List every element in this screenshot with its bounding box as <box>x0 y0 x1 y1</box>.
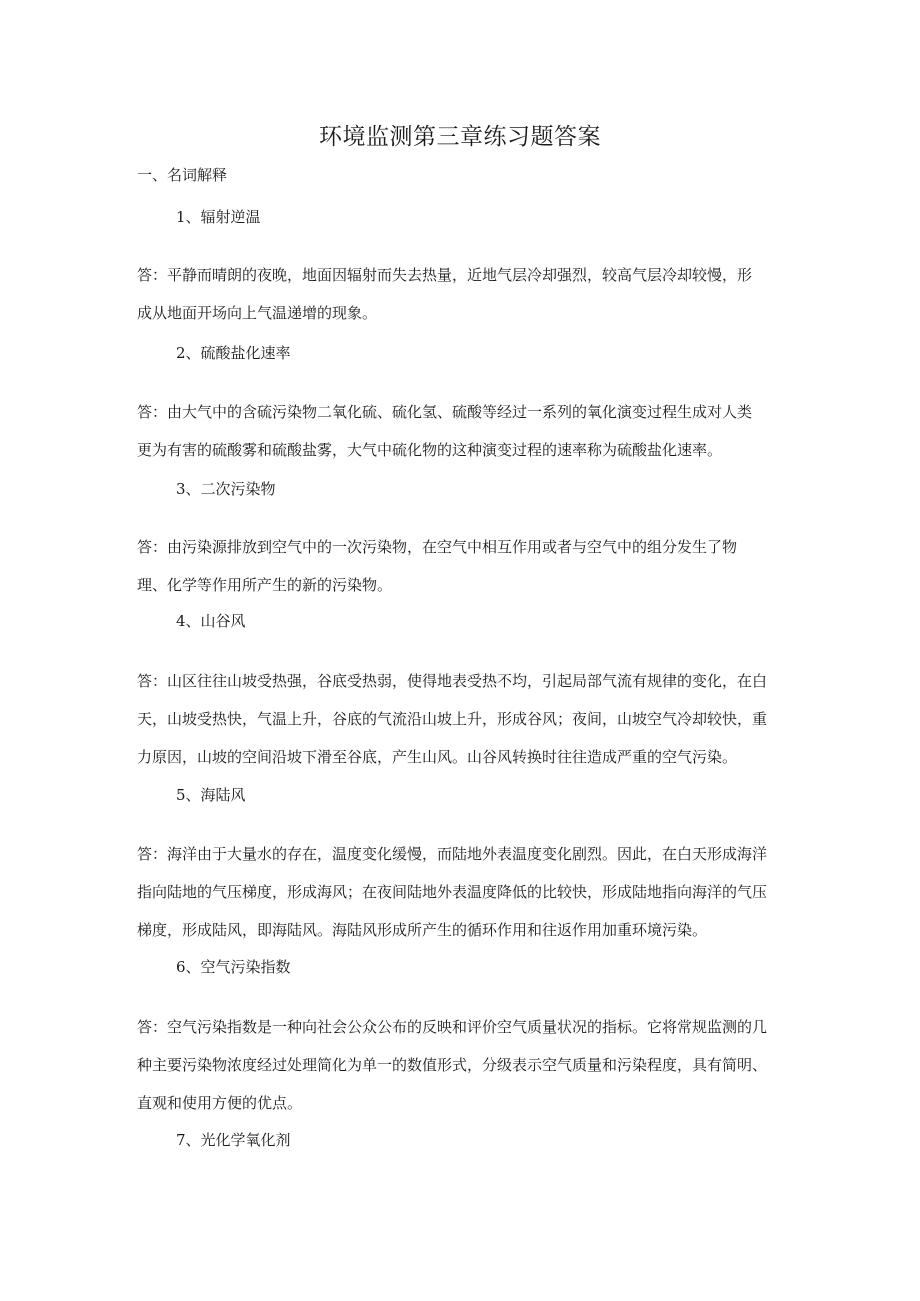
term-6-answer <box>137 1008 797 1122</box>
term-1-answer <box>137 256 797 332</box>
term-5-label: 5、海陆风 <box>176 786 246 804</box>
term-3-label: 3、二次污染物 <box>176 480 276 498</box>
answer-line: 理、化学等作用所产生的新的污染物。 <box>137 576 393 594</box>
term-2-answer <box>137 393 797 469</box>
answer-line: 答：海洋由于大量水的存在，温度变化缓慢，而陆地外表温度变化剧烈。因此，在白天形成海洋 <box>137 845 768 863</box>
answer-line: 梯度，形成陆风，即海陆风。海陆风形成所产生的循环作用和往返作用加重环境污染。 <box>137 921 708 939</box>
section-heading: 一、名词解释 <box>137 166 228 184</box>
answer-line: 力原因，山坡的空间沿坡下滑至谷底，产生山风。山谷风转换时往往造成严重的空气污染。 <box>137 748 738 766</box>
term-7-label: 7、光化学氧化剂 <box>176 1131 291 1149</box>
answer-line: 答：空气污染指数是一种向社会公众公布的反映和评价空气质量状况的指标。它将常规监测的几 <box>137 1018 768 1036</box>
answer-line: 成从地面开场向上气温递增的现象。 <box>137 304 378 322</box>
answer-line: 指向陆地的气压梯度，形成海风；在夜间陆地外表温度降低的比较快，形成陆地指向海洋的气压 <box>137 883 768 901</box>
term-3-answer <box>137 528 797 604</box>
answer-line: 答：由大气中的含硫污染物二氧化硫、硫化氢、硫酸等经过一系列的氧化演变过程生成对人类 <box>137 403 753 421</box>
answer-line: 更为有害的硫酸雾和硫酸盐雾，大气中硫化物的这种演变过程的速率称为硫酸盐化速率。 <box>137 441 723 459</box>
document-title: 环境监测第三章练习题答案 <box>319 124 601 150</box>
answer-line: 天，山坡受热快，气温上升，谷底的气流沿山坡上升，形成谷风；夜间，山坡空气冷却较快，重 <box>137 710 768 728</box>
term-2-label: 2、硫酸盐化速率 <box>176 344 291 362</box>
term-6-label: 6、空气污染指数 <box>176 958 291 976</box>
term-4-answer <box>137 662 797 776</box>
term-5-answer <box>137 835 797 949</box>
answer-line: 答：山区往往山坡受热强，谷底受热弱，使得地表受热不均，引起局部气流有规律的变化，在白 <box>137 672 768 690</box>
answer-line: 种主要污染物浓度经过处理简化为单一的数值形式，分级表示空气质量和污染程度，具有简明、 <box>137 1056 768 1074</box>
answer-line: 答：平静而晴朗的夜晚，地面因辐射而失去热量，近地气层冷却强烈，较高气层冷却较慢，形 <box>137 266 753 284</box>
answer-line: 直观和使用方便的优点。 <box>137 1094 303 1112</box>
term-4-label: 4、山谷风 <box>176 612 246 630</box>
answer-line: 答：由污染源排放到空气中的一次污染物，在空气中相互作用或者与空气中的组分发生了物 <box>137 538 738 556</box>
term-1-label: 1、辐射逆温 <box>176 208 261 226</box>
